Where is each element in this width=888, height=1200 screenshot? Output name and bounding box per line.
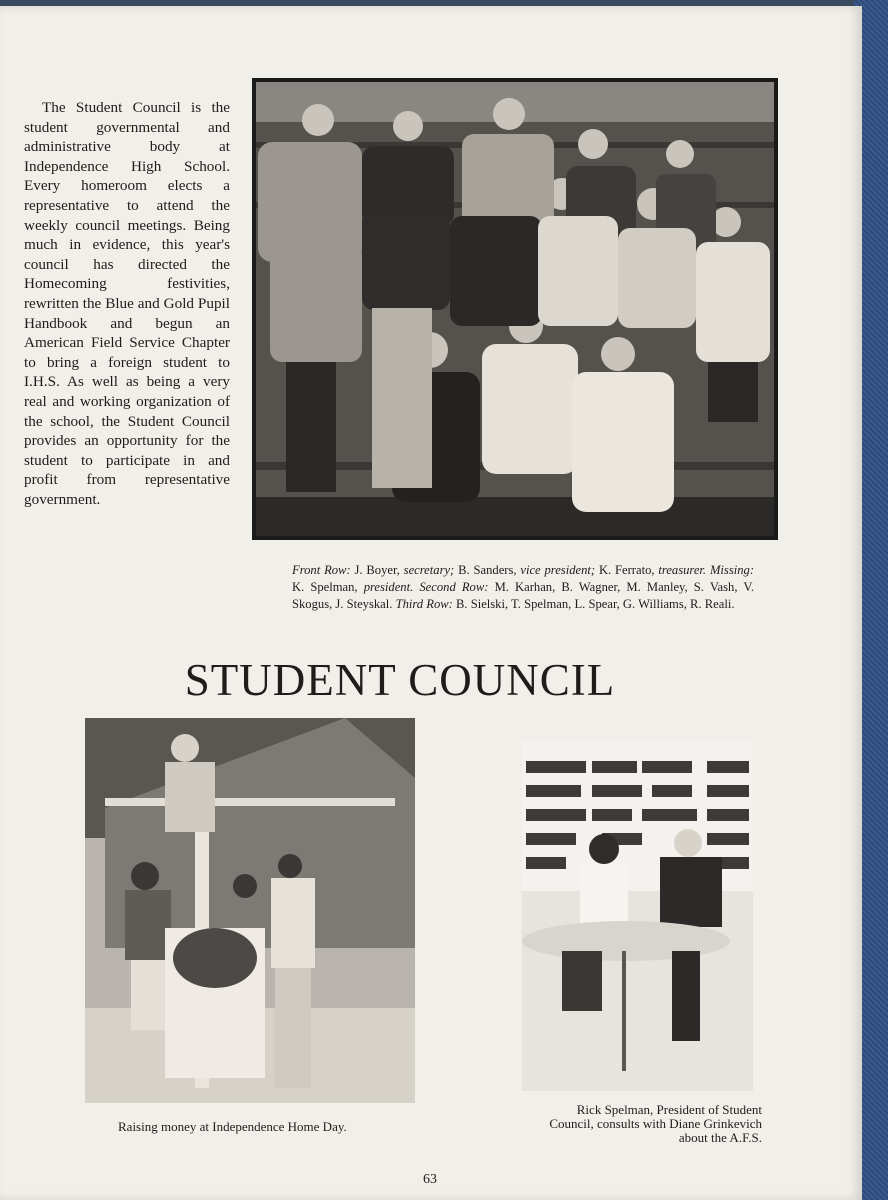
missing-name: K. Spelman, — [292, 580, 364, 594]
third-row-names: B. Sielski, T. Spelman, L. Spear, G. Williams, R. Reali. — [452, 597, 735, 611]
second-row-names: M. Karhan, B. Wagner, M. Manley, S. Vash, V. Skogus, J. Steyskal. — [292, 580, 754, 611]
second-row-label: Second Row: — [413, 580, 489, 594]
third-row-label: Third Row: — [392, 597, 453, 611]
missing-label: Missing: — [706, 563, 755, 577]
role-vice-president: vice president; — [520, 563, 596, 577]
role-president: president. — [363, 580, 414, 594]
home-day-caption: Raising money at Independence Home Day. — [118, 1119, 347, 1134]
page-number: 63 — [423, 1172, 437, 1187]
front-row-name-2: B. Sanders, — [454, 563, 521, 577]
student-council-group-photo — [252, 78, 778, 540]
home-day-photo-image — [85, 718, 415, 1103]
role-secretary: secretary; — [403, 563, 455, 577]
home-day-photo — [85, 718, 415, 1103]
group-photo-image — [256, 82, 774, 536]
page-title: STUDENT COUNCIL — [184, 655, 616, 705]
library-caption: Rick Spelman, President of Student Council, consults with Diane Grinkevich about the A.F.S. — [549, 1102, 762, 1145]
library-photo-image — [522, 741, 753, 1091]
role-treasurer: treasurer. — [658, 563, 707, 577]
front-row-label: Front Row: — [292, 563, 351, 577]
group-photo-caption — [292, 562, 754, 613]
front-row-name-3: K. Ferrato, — [595, 563, 659, 577]
library-photo — [522, 741, 753, 1091]
front-row-name-1: J. Boyer, — [350, 563, 404, 577]
intro-paragraph: The Student Council is the student governmental and administrative body at Independence High School. Every homeroom elects a representative to attend the weekly council meetings. Being much in evidence, this year's council has directed the Homecoming festivities, rewritten the Blue and Gold Pupil Handbook and begun an American Field Service Chapter to bring a foreign student to I.H.S. As well as being a very real and working organization of the school, the Student Council provides an opportunity for the student to participate in and profit from representative government. — [24, 99, 230, 508]
yearbook-page — [0, 6, 862, 1200]
